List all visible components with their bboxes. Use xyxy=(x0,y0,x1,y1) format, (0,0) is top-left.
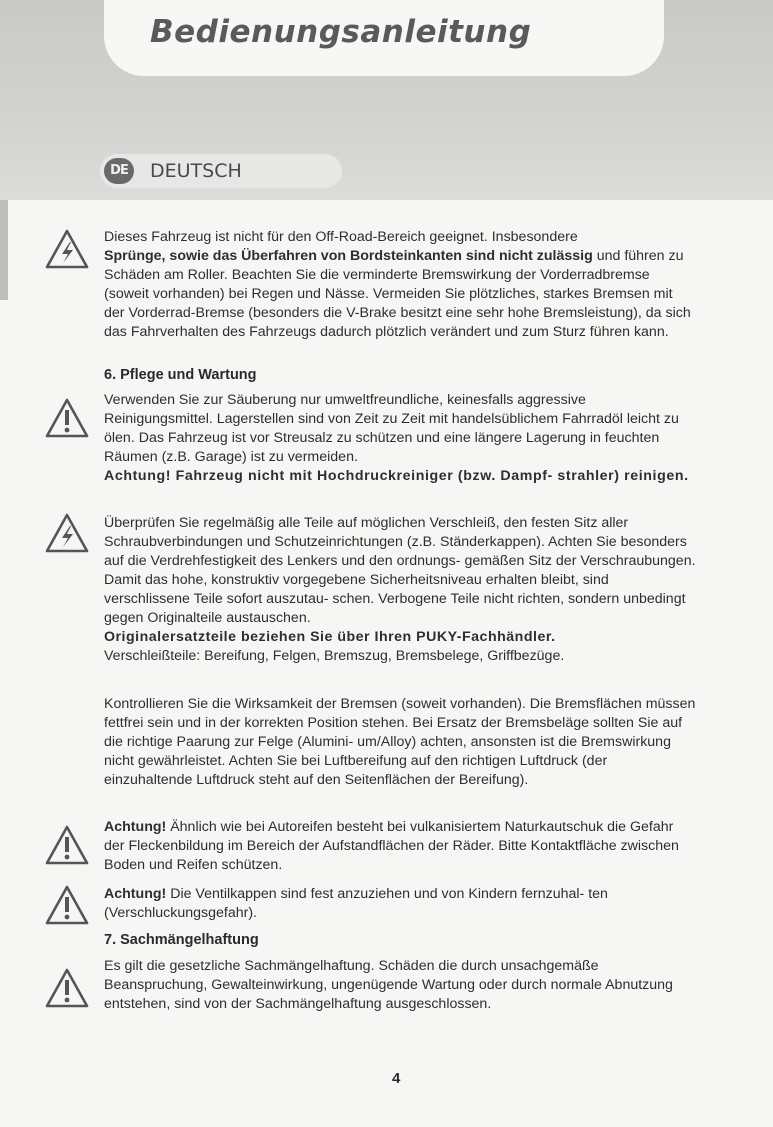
exclamation-warning-icon xyxy=(44,967,90,1009)
paragraph-valve-caps-text: Die Ventilkappen sind fest anzuziehen und von Kindern fernzuhal- ten (Verschluckungsgefahr). xyxy=(104,886,608,921)
language-label: DEUTSCH xyxy=(150,160,242,182)
paragraph-care-text: Verwenden Sie zur Säuberung nur umweltfreundliche, keinesfalls aggressive Reinigungsmittel. Lagerstellen sind von Zeit zu Zeit mit handelsüblichem Fahrradöl leicht zu ölen. Das Fahrzeug ist vor Streusalz zu schützen und eine längere Lagerung in feuchten Räumen (z.B. Garage) ist zu vermeiden. xyxy=(104,392,679,465)
paragraph-offroad-text-a: Dieses Fahrzeug ist nicht für den Off-Road-Bereich geeignet. Insbesondere xyxy=(104,229,578,245)
paragraph-care-bold: Achtung! Fahrzeug nicht mit Hochdruckreiniger (bzw. Dampf- strahler) reinigen. xyxy=(104,468,689,484)
page-title: Bedienungsanleitung xyxy=(150,14,532,50)
paragraph-inspection-text: Überprüfen Sie regelmäßig alle Teile auf möglichen Verschleiß, den festen Sitz aller Schraubverbindungen und Schutzeinrichtungen (z.B. Ständerkappen). Achten Sie besonders auf die Verdrehfestigkeit des Lenkers und den ordnungs- gemäßen Sitz der Verschraubungen. Damit das hohe, konstruktiv vorgegebene Sicherheitsniveau erhalten bleibt, sind verschlissene Teile sofort auszutau- schen. Verbogene Teile nicht richten, sondern unbedingt gegen Originalteile austauschen. xyxy=(104,515,696,626)
page-edge-shadow xyxy=(0,200,8,300)
paragraph-offroad-bold: Sprünge, sowie das Überfahren von Bordsteinkanten sind nicht zulässig xyxy=(104,248,593,264)
paragraph-offroad-text-c: und führen zu Schäden am Roller. Beachten Sie die verminderte Bremswirkung der Vorderradbremse (soweit vorhanden) bei Regen und Nässe. Vermeiden Sie plötzliches, starkes Bremsen mit der Vorderrad-Bremse (besonders die V-Brake besitzt eine sehr hohe Bremsleistung), da sich das Fahrverhalten des Fahrzeugs dadurch plötzlich verändert und zum Sturz führen kann. xyxy=(104,248,691,340)
paragraph-wear-parts: Verschleißteile: Bereifung, Felgen, Bremszug, Bremsbelege, Griffbezüge. xyxy=(104,648,565,664)
page-number: 4 xyxy=(392,1070,401,1087)
exclamation-warning-icon xyxy=(44,397,90,439)
lightning-warning-icon xyxy=(44,228,90,270)
section-6-heading: 6. Pflege und Wartung xyxy=(104,367,257,383)
lightning-warning-icon xyxy=(44,512,90,554)
paragraph-brakes: Kontrollieren Sie die Wirksamkeit der Bremsen (soweit vorhanden). Die Bremsflächen müssen fettfrei sein und in der korrekten Position stehen. Bei Ersatz der Bremsbeläge sollten Sie auf die richtige Paarung zur Felge (Alumini- um/Alloy) achten, ansonsten ist die Bremswirkung nicht gewährleistet. Achten Sie bei Luftbereifung auf den richtigen Luftdruck (der einzuhaltende Luftdruck steht auf den Seitenflächen der Bereifung). xyxy=(104,696,696,788)
paragraph-inspection xyxy=(104,514,696,666)
section-7-heading: 7. Sachmängelhaftung xyxy=(104,932,259,948)
paragraph-inspection-bold: Originalersatzteile beziehen Sie über Ihren PUKY-Fachhändler. xyxy=(104,629,556,645)
paragraph-valve-caps xyxy=(104,885,696,923)
attention-label: Achtung! xyxy=(104,819,167,835)
paragraph-tire-stains xyxy=(104,818,696,875)
exclamation-warning-icon xyxy=(44,824,90,866)
language-badge: DE xyxy=(104,158,134,184)
paragraph-tire-stains-text: Ähnlich wie bei Autoreifen besteht bei vulkanisiertem Naturkautschuk die Gefahr der Fleckenbildung im Bereich der Aufstandflächen der Räder. Bitte Kontaktfläche zwischen Boden und Reifen schützen. xyxy=(104,819,679,873)
attention-label: Achtung! xyxy=(104,886,167,902)
paragraph-care xyxy=(104,391,696,486)
exclamation-warning-icon xyxy=(44,884,90,926)
paragraph-offroad xyxy=(104,228,696,342)
paragraph-warranty: Es gilt die gesetzliche Sachmängelhaftung. Schäden die durch unsachgemäße Beanspruchung, Gewalteinwirkung, ungenügende Wartung oder durch normale Abnutzung entstehen, sind von der Sachmängelhaftung ausgeschlossen. xyxy=(104,958,673,1012)
